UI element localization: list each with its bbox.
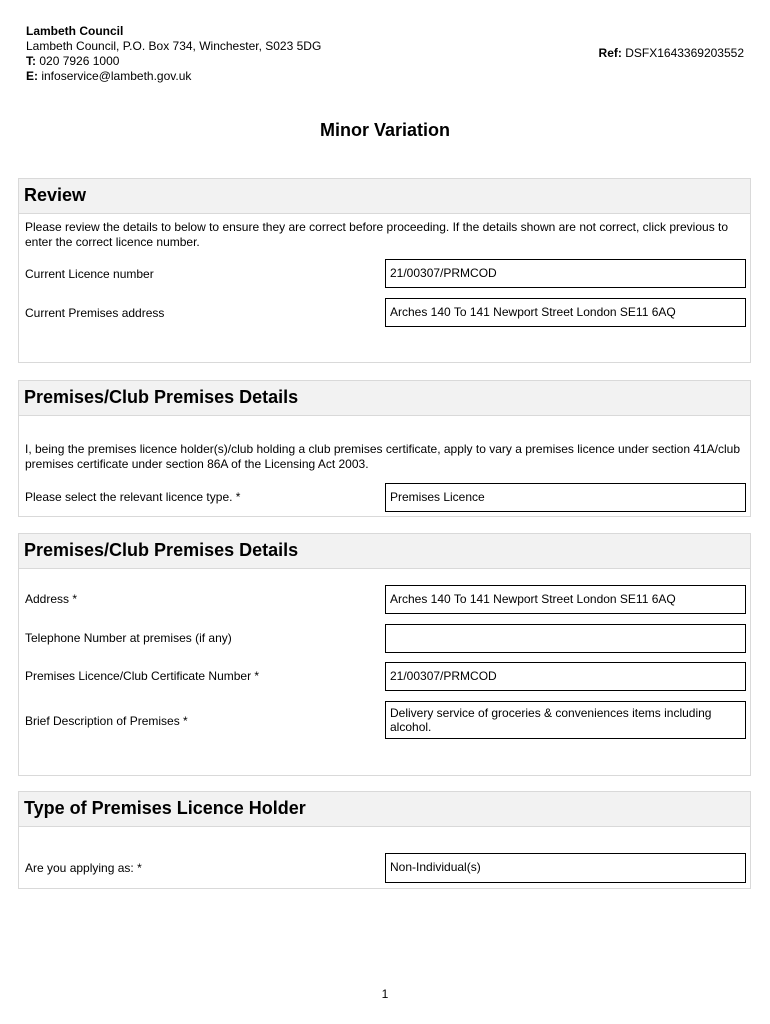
premises-declaration-heading: Premises/Club Premises Details	[19, 381, 750, 416]
council-name: Lambeth Council	[26, 24, 124, 38]
review-intro: Please review the details to below to ensure they are correct before proceeding. If the details shown are not correct, click previous to enter the correct licence number.	[25, 220, 729, 249]
email-label: E:	[26, 69, 38, 83]
field-value: Arches 140 To 141 Newport Street London SE11 6AQ	[385, 585, 746, 614]
phone-value: 020 7926 1000	[39, 54, 120, 68]
email-value: infoservice@lambeth.gov.uk	[41, 69, 192, 83]
field-value: 21/00307/PRMCOD	[385, 259, 746, 288]
review-section	[18, 178, 751, 363]
premises-declaration-section	[18, 380, 751, 517]
council-contact-block	[26, 24, 321, 84]
field-value: Arches 140 To 141 Newport Street London SE11 6AQ	[385, 298, 746, 327]
document-title: Minor Variation	[319, 120, 451, 140]
field-value: Non-Individual(s)	[385, 853, 746, 883]
holder-type-heading: Type of Premises Licence Holder	[19, 792, 750, 827]
reference	[599, 46, 744, 60]
field-value: 21/00307/PRMCOD	[385, 662, 746, 691]
council-email	[26, 69, 321, 84]
field-value: Premises Licence	[385, 483, 746, 512]
phone-label: T:	[26, 54, 36, 68]
review-heading: Review	[19, 179, 750, 214]
holder-type-section	[18, 791, 751, 889]
page-number: 1	[381, 987, 389, 1001]
field-label: Address *	[25, 592, 78, 606]
field-label: Telephone Number at premises (if any)	[25, 631, 232, 645]
field-value	[385, 624, 746, 653]
field-label: Brief Description of Premises *	[25, 714, 188, 728]
council-address: Lambeth Council, P.O. Box 734, Winchester, S023 5DG	[26, 39, 322, 53]
premises-details-section	[18, 533, 751, 776]
field-label: Current Premises address	[25, 306, 165, 320]
ref-label: Ref:	[598, 46, 622, 60]
field-label: Are you applying as: *	[25, 861, 142, 875]
field-value: Delivery service of groceries & conveniences items including alcohol.	[385, 701, 746, 739]
field-label: Current Licence number	[25, 267, 154, 281]
premises-declaration-intro: I, being the premises licence holder(s)/club holding a club premises certificate, apply to vary a premises licence under section 41A/club premises certificate under section 86A of the Licensing Act 2003.	[25, 442, 741, 471]
ref-value: DSFX1643369203552	[625, 46, 744, 60]
field-label: Premises Licence/Club Certificate Number *	[25, 669, 260, 683]
field-label: Please select the relevant licence type. *	[25, 490, 241, 504]
premises-details-heading: Premises/Club Premises Details	[19, 534, 750, 569]
council-phone	[26, 54, 321, 69]
